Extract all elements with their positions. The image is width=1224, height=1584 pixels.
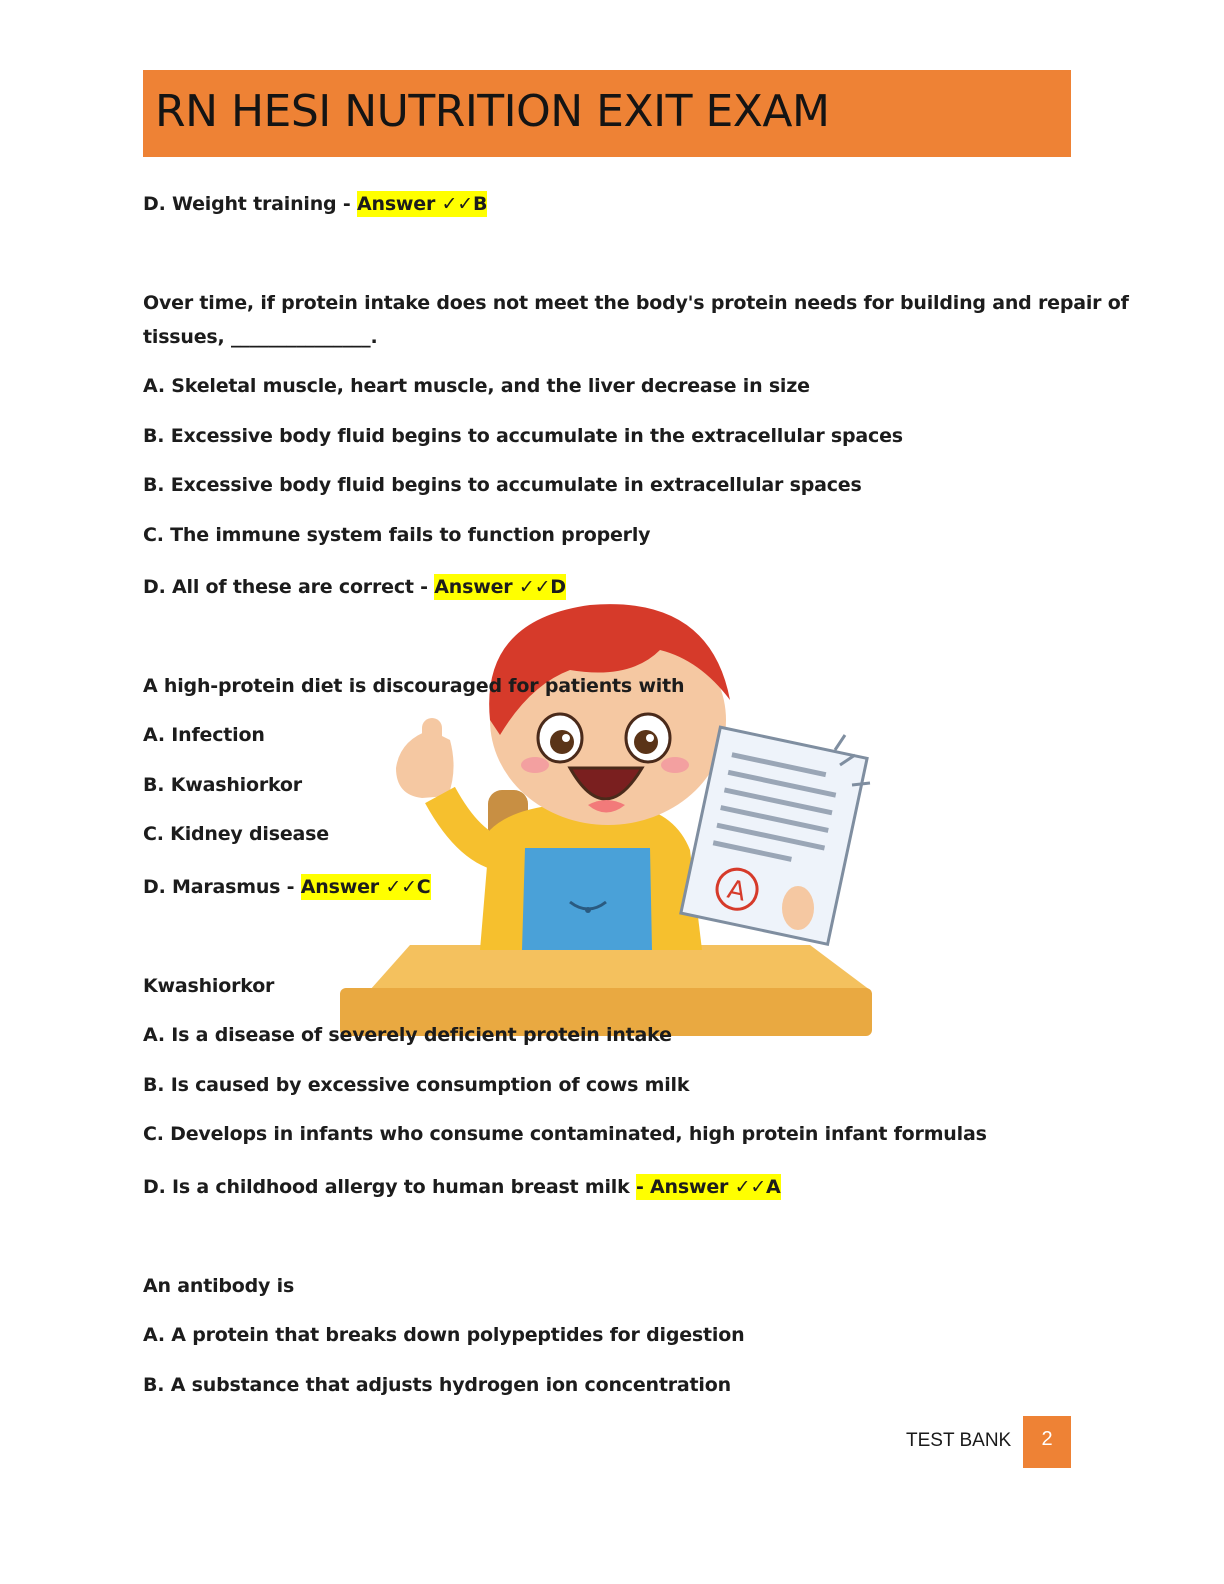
answer-highlight: Answer ✓✓D [434, 576, 566, 598]
overalls [522, 848, 652, 950]
q-line-1: D. Weight training - Answer ✓✓B [143, 193, 488, 215]
option-text: B. Excessive body fluid begins to accumulate in extracellular spaces [143, 474, 862, 496]
footer-label: TEST BANK [906, 1430, 1012, 1451]
option-text: A. Is a disease of severely deficient protein intake [143, 1024, 672, 1046]
option-text: A. A protein that breaks down polypeptides for digestion [143, 1324, 745, 1346]
question-text: An antibody is [143, 1275, 295, 1297]
page-number: 2 [1041, 1428, 1053, 1450]
grade-mark: A [724, 874, 749, 908]
option-text: A. Infection [143, 724, 265, 746]
question-text: A high-protein diet is discouraged for patients with [143, 675, 685, 697]
answer-highlight: Answer ✓✓C [300, 876, 431, 898]
option-text: C. The immune system fails to function properly [143, 524, 651, 546]
option-text: D. Is a childhood allergy to human breast milk - Answer ✓✓A [143, 1176, 781, 1198]
option-text: B. A substance that adjusts hydrogen ion concentration [143, 1374, 731, 1396]
option-text: D. Marasmus - Answer ✓✓C [143, 876, 431, 898]
option-text: C. Develops in infants who consume contaminated, high protein infant formulas [143, 1123, 987, 1145]
question-text: Kwashiorkor [143, 975, 275, 997]
student-illustration [330, 590, 890, 1040]
answer-highlight: Answer ✓✓B [356, 193, 488, 215]
option-text: D. All of these are correct - Answer ✓✓D [143, 576, 566, 598]
document-title: RN HESI NUTRITION EXIT EXAM [155, 86, 830, 137]
option-text: C. Kidney disease [143, 823, 329, 845]
question-text: Over time, if protein intake does not meet the body's protein needs for building and repair of [143, 292, 1129, 314]
desk-top [370, 945, 870, 990]
option-text: B. Is caused by excessive consumption of cows milk [143, 1074, 690, 1096]
option-text: A. Skeletal muscle, heart muscle, and the liver decrease in size [143, 375, 810, 397]
option-text: B. Kwashiorkor [143, 774, 302, 796]
title-banner [143, 70, 1071, 157]
answer-highlight: - Answer ✓✓A [635, 1176, 781, 1198]
question-text: tissues, _______________. [143, 326, 378, 348]
option-text: B. Excessive body fluid begins to accumulate in the extracellular spaces [143, 425, 903, 447]
page-number-box [1023, 1416, 1071, 1468]
